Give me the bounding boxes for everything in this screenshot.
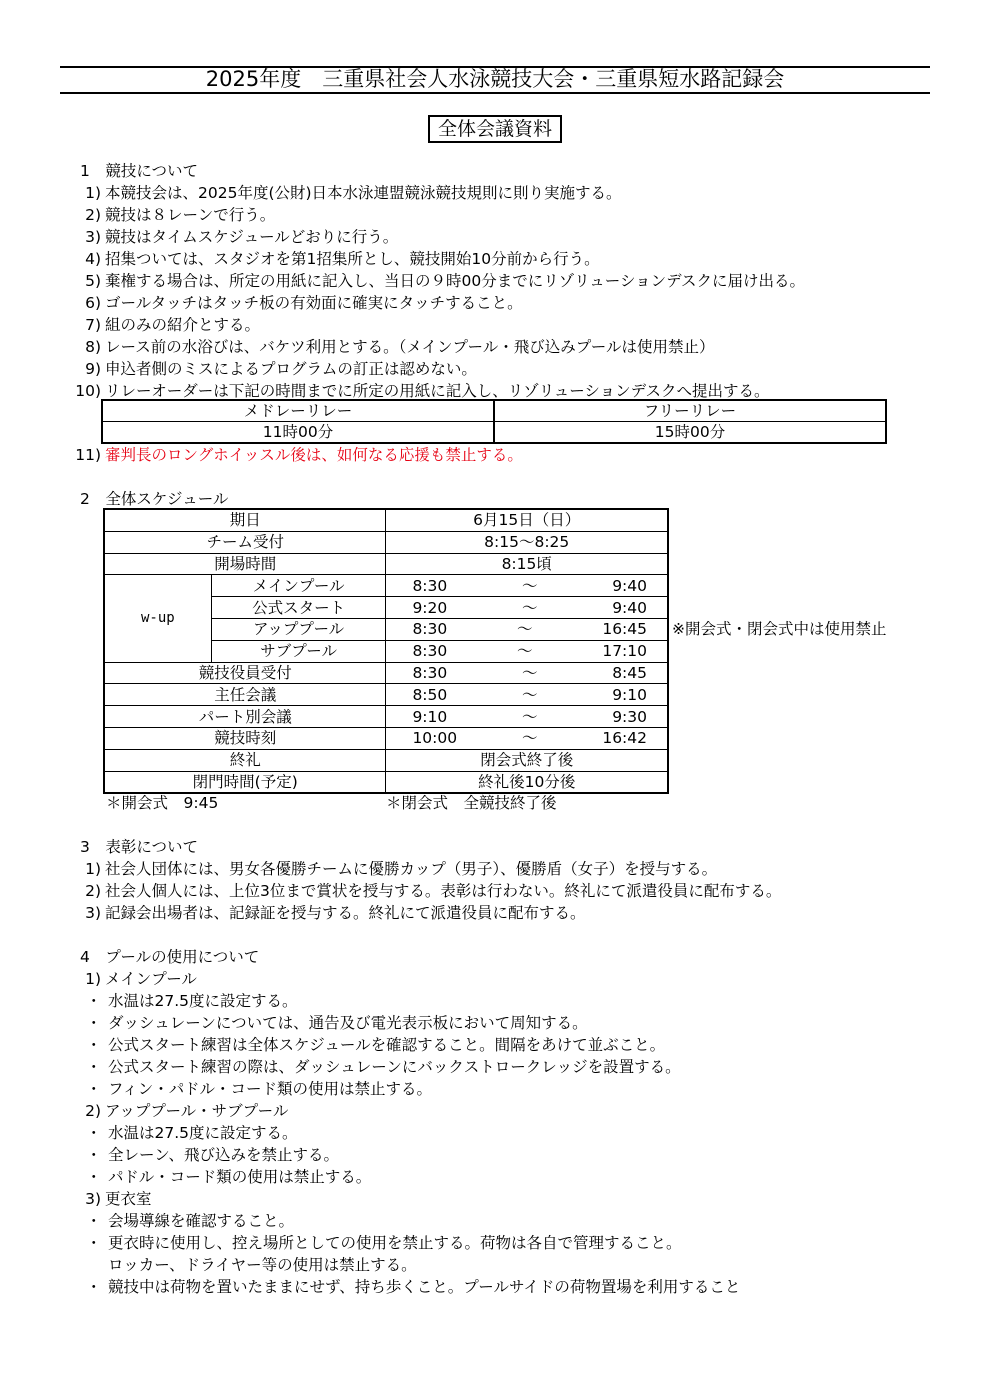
item-text: 棄権する場合は、所定の用紙に記入し、当日の９時00分までにリゾリューションデスクに届け出る。: [105, 272, 806, 290]
document-title: 2025年度 三重県社会人水泳競技大会・三重県短水路記録会: [205, 67, 785, 91]
bullet-icon: ・: [86, 1080, 102, 1098]
schedule-value-gate: 終礼後10分後: [386, 771, 668, 793]
schedule-time-chief-meeting: [386, 684, 668, 706]
item-number: 7): [85, 316, 101, 334]
list-item-11: [75, 444, 523, 466]
wup-time-sub: [386, 640, 668, 662]
list-item: [75, 204, 275, 226]
schedule-label-opening: 開場時間: [105, 553, 386, 575]
schedule-time-officials: [386, 662, 668, 684]
title-bottom-rule: [60, 92, 930, 94]
item-text: 会場導線を確認すること。: [108, 1212, 295, 1230]
list-item: [75, 292, 523, 314]
wup-time-main: [386, 575, 668, 597]
time-separator: ～: [517, 642, 533, 661]
item-number: 3): [85, 1190, 101, 1208]
subsection-title: アッププール・サブプール: [105, 1102, 289, 1120]
schedule-label-competition: 競技時刻: [105, 727, 386, 749]
time-separator: ～: [521, 707, 538, 726]
list-item: [86, 1166, 371, 1188]
item-text: 招集ついては、スタジオを第1招集所とし、競技開始10分前から行う。: [105, 250, 600, 268]
item-text: 記録会出場者は、記録証を授与する。終礼にて派遣役員に配布する。: [105, 904, 586, 922]
subsection-title: メインプール: [105, 970, 197, 988]
warning-text: 審判長のロングホイッスル後は、如何なる応援も禁止する。: [105, 446, 523, 464]
list-item: [75, 858, 717, 880]
item-text: レース前の水浴びは、バケツ利用とする。（メインプール・飛び込みプールは使用禁止）: [105, 338, 715, 356]
list-item: [75, 380, 770, 402]
item-text: 競技中は荷物を置いたままにせず、持ち歩くこと。プールサイドの荷物置場を利用すること: [108, 1278, 741, 1296]
note-opening-ceremony: ＊開会式 9:45: [106, 794, 219, 812]
wup-label-sub: サブプール: [211, 640, 386, 662]
item-number: 1): [85, 860, 101, 878]
time-start: 8:30: [412, 620, 448, 639]
schedule-value-date: 6月15日（日）: [386, 510, 668, 532]
time-separator: ～: [521, 685, 538, 704]
item-number: 10): [75, 382, 101, 400]
subsection-main-pool: [75, 968, 197, 990]
item-text: 公式スタート練習の際は、ダッシュレーンにバックストロークレッジを設置する。: [108, 1058, 681, 1076]
time-start: 10:00: [412, 729, 458, 748]
item-number: 9): [85, 360, 101, 378]
time-end: 17:10: [602, 642, 647, 661]
list-item: [75, 314, 260, 336]
bullet-icon: ・: [86, 1058, 102, 1076]
time-start: 8:30: [412, 642, 448, 661]
time-end: 16:45: [602, 620, 647, 639]
time-end: 16:42: [602, 729, 647, 748]
wup-label-up: アッププール: [211, 618, 386, 640]
subsection-locker: [75, 1188, 152, 1210]
item-text: 申込者側のミスによるプログラムの訂正は認めない。: [105, 360, 477, 378]
relay-header-medley: メドレーリレー: [103, 401, 495, 422]
time-end: 9:40: [612, 576, 647, 595]
time-end: 9:40: [612, 598, 647, 617]
list-item: [75, 226, 398, 248]
schedule-side-note: ※開会式・閉会式中は使用禁止: [672, 620, 887, 638]
subsection-title: 更衣室: [105, 1190, 152, 1208]
bullet-icon: ・: [86, 1234, 102, 1252]
schedule-label-part-meeting: パート別会議: [105, 706, 386, 728]
time-end: 8:45: [612, 663, 647, 682]
schedule-time-part-meeting: [386, 706, 668, 728]
item-text: 更衣時に使用し、控え場所としての使用を禁止する。荷物は各自で管理すること。: [108, 1234, 682, 1252]
list-item: [86, 1144, 339, 1166]
item-number: 1): [85, 970, 101, 988]
item-text: 公式スタート練習は全体スケジュールを確認すること。間隔をあけて並ぶこと。: [108, 1036, 666, 1054]
document-subtitle: 全体会議資料: [428, 115, 562, 143]
list-item: [75, 902, 586, 924]
wup-label-start: 公式スタート: [211, 597, 386, 619]
time-separator: ～: [521, 663, 538, 682]
wup-label-main: メインプール: [211, 575, 386, 597]
wup-time-start: [386, 597, 668, 619]
time-start: 8:30: [412, 576, 448, 595]
schedule-label-reception: チーム受付: [105, 531, 386, 553]
item-text: 社会人個人には、上位3位まで賞状を授与する。表彰は行わない。終礼にて派遣役員に配布する。: [105, 882, 782, 900]
list-item: [75, 182, 622, 204]
relay-value-medley: 11時00分: [103, 422, 495, 443]
list-item: [86, 1078, 432, 1100]
wup-time-up: [386, 618, 668, 640]
time-start: 8:50: [412, 685, 448, 704]
item-text: 本競技会は、2025年度(公財)日本水泳連盟競泳競技規則に則り実施する。: [105, 184, 622, 202]
schedule-time-competition: [386, 727, 668, 749]
list-item: [86, 1276, 740, 1298]
list-item: [86, 1210, 294, 1232]
relay-header-free: フリーリレー: [494, 401, 886, 422]
time-separator: ～: [521, 576, 538, 595]
list-item: [86, 1056, 681, 1078]
item-number: 3): [85, 904, 101, 922]
list-item-continuation: ロッカー、ドライヤー等の使用は禁止する。: [108, 1256, 417, 1274]
time-start: 9:10: [412, 707, 448, 726]
bullet-icon: ・: [86, 1124, 102, 1142]
schedule-label-officials: 競技役員受付: [105, 662, 386, 684]
bullet-icon: ・: [86, 992, 102, 1010]
bullet-icon: ・: [86, 1168, 102, 1186]
list-item: [75, 270, 805, 292]
list-item: [86, 1012, 588, 1034]
bullet-icon: ・: [86, 1146, 102, 1164]
list-item: [75, 248, 600, 270]
item-text: ゴールタッチはタッチ板の有効面に確実にタッチすること。: [105, 294, 523, 312]
schedule-label-date: 期日: [105, 510, 386, 532]
item-text: 組のみの紹介とする。: [105, 316, 261, 334]
item-text: パドル・コード類の使用は禁止する。: [108, 1168, 372, 1186]
item-number: 2): [85, 206, 101, 224]
section4-heading: 4 プールの使用について: [80, 948, 260, 966]
time-end: 9:30: [612, 707, 647, 726]
item-text: フィン・パドル・コード類の使用は禁止する。: [108, 1080, 432, 1098]
item-number: 4): [85, 250, 101, 268]
item-number: 6): [85, 294, 101, 312]
schedule-label-wup: w-up: [105, 575, 212, 662]
schedule-table: [104, 509, 668, 793]
list-item: [75, 358, 477, 380]
schedule-value-closing: 閉会式終了後: [386, 749, 668, 771]
item-text: 水温は27.5度に設定する。: [108, 1124, 298, 1142]
item-number: 1): [85, 184, 101, 202]
section1-heading: 1 競技について: [80, 162, 199, 180]
schedule-label-closing: 終礼: [105, 749, 386, 771]
time-separator: ～: [521, 598, 538, 617]
item-text: 全レーン、飛び込みを禁止する。: [108, 1146, 339, 1164]
time-start: 9:20: [412, 598, 448, 617]
item-text: 社会人団体には、男女各優勝チームに優勝カップ（男子）、優勝盾（女子）を授与する。: [105, 860, 718, 878]
list-item: [75, 336, 714, 358]
time-separator: ～: [517, 620, 533, 639]
subsection-up-pool: [75, 1100, 288, 1122]
section2-heading: 2 全体スケジュール: [80, 490, 229, 508]
item-number: 8): [85, 338, 101, 356]
list-item: [86, 1122, 298, 1144]
item-number: 3): [85, 228, 101, 246]
item-number: 11): [75, 446, 101, 464]
time-end: 9:10: [612, 685, 647, 704]
schedule-label-gate: 閉門時間(予定): [105, 771, 386, 793]
schedule-label-chief-meeting: 主任会議: [105, 684, 386, 706]
item-number: 5): [85, 272, 101, 290]
bullet-icon: ・: [86, 1014, 102, 1032]
item-text: ダッシュレーンについては、通告及び電光表示板において周知する。: [108, 1014, 588, 1032]
item-number: 2): [85, 882, 101, 900]
item-text: 競技は８レーンで行う。: [105, 206, 276, 224]
item-text: 水温は27.5度に設定する。: [108, 992, 298, 1010]
item-text: 競技はタイムスケジュールどおりに行う。: [105, 228, 399, 246]
relay-deadline-table: [102, 400, 886, 443]
bullet-icon: ・: [86, 1036, 102, 1054]
schedule-value-opening: 8:15頃: [386, 553, 668, 575]
bullet-icon: ・: [86, 1278, 102, 1296]
note-closing-ceremony: ＊閉会式 全競技終了後: [386, 794, 557, 812]
item-text: リレーオーダーは下記の時間までに所定の用紙に記入し、リゾリューションデスクへ提出する。: [105, 382, 770, 400]
list-item: [75, 880, 781, 902]
list-item: [86, 990, 298, 1012]
time-start: 8:30: [412, 663, 448, 682]
subtitle-wrapper: [0, 115, 990, 143]
bullet-icon: ・: [86, 1212, 102, 1230]
list-item: [86, 1232, 682, 1254]
relay-value-free: 15時00分: [494, 422, 886, 443]
item-number: 2): [85, 1102, 101, 1120]
time-separator: ～: [521, 729, 538, 748]
section3-heading: 3 表彰について: [80, 838, 199, 856]
list-item: [86, 1034, 665, 1056]
schedule-value-reception: 8:15～8:25: [386, 531, 668, 553]
